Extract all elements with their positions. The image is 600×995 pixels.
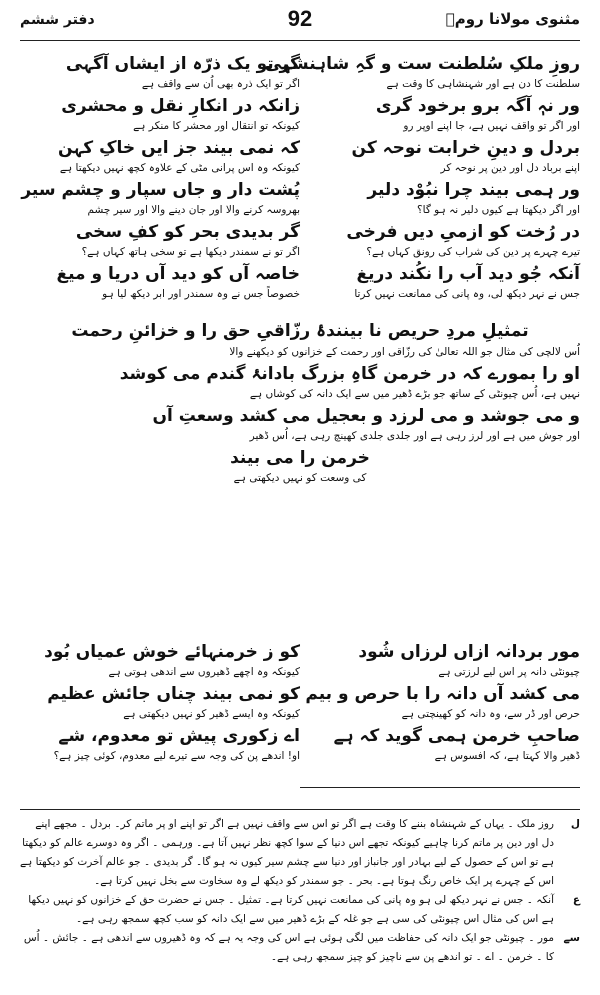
footnote-text: روز ملک ۔ یہاں کے شہنشاہ بننے کا وقت ہے اگر تو اس سے واقف نہیں ہے اگر تو اپنے او پر ماتم کر۔ بردل ۔ مجھے اپنے دل اور دین پر ماتم کرنا چاہیے کیونکہ تجھے اس دنیا کے سوا کچھ نظر نہیں آتا ہے۔ ورہمی ۔ اگر وہ دوسرے عالم کو دیکھتا ہے تو اس کے حصول کے لیے بہادر اور جانباز اور دنیا سے چشم سیر کیوں نہ ہو گا۔ گر بدیدی ۔ جو عالم آخرت کو دیکھتا ہے اس کے چہرے پر ایک خاص رنگ ہوتا ہے۔ بحر ۔ جو سمندر کو دیکھ لے وہ سخاوت سے بخل نہیں کرتا ہے۔ xyxy=(19,818,554,887)
couplets-bottom-left xyxy=(20,640,300,766)
verse-end-rule xyxy=(300,787,580,788)
couplets-top-right xyxy=(264,52,580,304)
page-header xyxy=(20,4,580,38)
verse-line: روزِ ملکِ سُلطنت ست و گہِ شاہنشہی xyxy=(264,54,580,74)
footnote-rule xyxy=(20,809,580,810)
verse-line: و می جوشد و می لرزد و بعجیل می کشد وسعتِ آں xyxy=(152,406,580,426)
footnote-marker: ل xyxy=(570,818,580,830)
footnote-text: مور ۔ چیونٹی جو ایک دانہ کی حفاظت میں لگی ہوئی ہے اس کی وجہ یہ ہے کہ وہ ڈھیروں سے اندھی ہے ۔ جائش ۔ اُس کا ۔ خرمن ۔ اے ۔ تو اندھے پن سے ناچیز کو چیز سمجھ رہی ہے۔ xyxy=(23,932,554,963)
verse-line: گر بدیدی بحر کو کفِ سخی xyxy=(75,222,300,242)
verse-line: ور نہٖ آگہ برو برخود گری xyxy=(375,96,580,116)
gloss-line: اور جوش میں ہے اور لرز رہی ہے اور جلدی جلدی کھینچ رہی ہے، اُس ڈھیر xyxy=(249,430,580,442)
gloss-line: او! اندھے پن کی وجہ سے تیرے لیے معدوم، کوئی چیز ہے؟ xyxy=(53,750,300,762)
couplets-top-left xyxy=(20,52,300,304)
verse-line: کہ نمی بیند جز ایں خاکِ کہن xyxy=(58,138,300,158)
gloss-line: اگر تو ایک ذرہ بھی اُن سے واقف ہے xyxy=(141,78,300,90)
gloss-line: نہیں ہے، اُس چیونٹی کے ساتھ جو بڑے ڈھیر میں سے ایک دانہ کی کوشاں ہے xyxy=(249,388,580,400)
footnote xyxy=(20,815,580,891)
gloss-line: سلطنت کا دن ہے اور شہنشاہی کا وقت ہے xyxy=(386,78,580,90)
footnotes xyxy=(20,815,580,967)
verse-line: پُشت دار و جاں سپار و چشم سیر xyxy=(21,180,300,200)
page-number: 92 xyxy=(287,6,313,31)
verse-line: خرمن را می بیند xyxy=(230,448,370,468)
gloss-line: حرص اور ڈر سے، وہ دانہ کو کھینچتی ہے xyxy=(401,708,580,720)
verse-line: ور ہمی بیند چرا نبُوْد دلیر xyxy=(367,180,580,200)
verse-line: خاصہ آں کو دید آں دریا و میغ xyxy=(56,264,300,284)
verse-line: بردل و دینِ خرابت نوحہ کن xyxy=(351,138,580,158)
gloss-line: تیرے چہرے پر دین کی شراب کی رونق کہاں ہے؟ xyxy=(366,246,580,258)
verse-line: گر تو یک ذرّہ از ایشاں آگہی xyxy=(65,54,300,74)
gloss-line: اور اگر دیکھتا ہے کیوں دلیر نہ ہو گا؟ xyxy=(417,204,580,216)
verse-line: زانکہ در انکارِ نقل و محشری xyxy=(61,96,300,116)
gloss-line: کی وسعت کو نہیں دیکھتی ہے xyxy=(233,472,367,484)
verse-line: می کشد آں دانہ را با حرص و بیم xyxy=(305,684,580,704)
section-block xyxy=(20,318,580,488)
footnote xyxy=(20,929,580,967)
gloss-line: کیونکہ وہ ایسے ڈھیر کو نہیں دیکھتی ہے xyxy=(123,708,300,720)
verse-line: کو ز خرمنہائے خوش عمیاں بُود xyxy=(44,642,300,662)
gloss-line: اور اگر تو واقف نہیں ہے، جا اپنے اوپر رو xyxy=(403,120,580,132)
gloss-line: اُس لالچی کی مثال جو اللہ تعالیٰ کی رزّاقی اور رحمت کے خزانوں کو دیکھنے والا xyxy=(229,346,580,358)
verse-line: آنکہ جُو دید آب را نکُند دریغ xyxy=(356,264,580,284)
gloss-line: خصوصاً جس نے وہ سمندر اور ابر دیکھ لیا ہو xyxy=(102,288,300,300)
footnote-marker: سے xyxy=(563,932,580,944)
gloss-line: ڈھیر والا کہتا ہے، کہ افسوس ہے xyxy=(434,750,580,762)
couplets-bottom-right xyxy=(300,640,580,766)
verse-line: او را بمورے کہ در خرمن گاہِ بزرگ بادانۂ گندم می کوشد xyxy=(119,364,580,384)
header-rule xyxy=(20,40,580,41)
verse-line: در رُخت کو ازمیِ دیں فرخی xyxy=(346,222,580,242)
footnote-marker: ع xyxy=(572,894,580,906)
section-heading: تمثیلِ مردِ حریص نا بینندۂ رزّاقیِ حق را و خزائنِ رحمت xyxy=(71,321,529,341)
gloss-line: اگر تو نے سمندر دیکھا ہے تو سخی ہاتھ کہاں ہے؟ xyxy=(81,246,300,258)
verse-line: صاحبِ خرمن ہمی گوید کہ ہے xyxy=(333,726,580,746)
book-title: مثنوی مولانا رومؒ xyxy=(445,10,580,28)
footnote xyxy=(20,891,580,929)
gloss-line: اپنے برباد دل اور دین پر نوحہ کر xyxy=(440,162,580,174)
verse-line: کو نمی بیند چناں جائش عظیم xyxy=(47,684,300,704)
volume-label: دفتر ششم xyxy=(20,12,95,28)
verse-line: مور بردانہ ازاں لرزاں شُود xyxy=(358,642,580,662)
footnote-text: آنکہ ۔ جس نے نہر دیکھ لی ہو وہ پانی کی ممانعت نہیں کرتا ہے۔ تمثیل ۔ جس نے حضرت حق کے خزانوں کو نہیں دیکھا ہے اس کی مثال اس چیونٹی کی سی ہے جو غلہ کے بڑے ڈھیر میں سے ایک دانہ کو سب کچھ سمجھ رہی ہے۔ xyxy=(28,894,554,925)
gloss-line: کیونکہ تو انتقال اور محشر کا منکر ہے xyxy=(133,120,300,132)
gloss-line: جس نے نہر دیکھ لی، وہ پانی کی ممانعت نہیں کرتا xyxy=(354,288,580,300)
verse-line: اے زکوری پیش تو معدوم، شے xyxy=(58,726,300,746)
gloss-line: چیونٹی دانہ پر اس لیے لرزتی ہے xyxy=(438,666,580,678)
gloss-line: بھروسہ کرنے والا اور جان دینے والا اور سیر چشم xyxy=(87,204,300,216)
gloss-line: کیونکہ وہ اچھے ڈھیروں سے اندھی ہوتی ہے xyxy=(108,666,300,678)
gloss-line: کیونکہ وہ اس پرانی مٹی کے علاوہ کچھ نہیں دیکھتا ہے xyxy=(59,162,300,174)
